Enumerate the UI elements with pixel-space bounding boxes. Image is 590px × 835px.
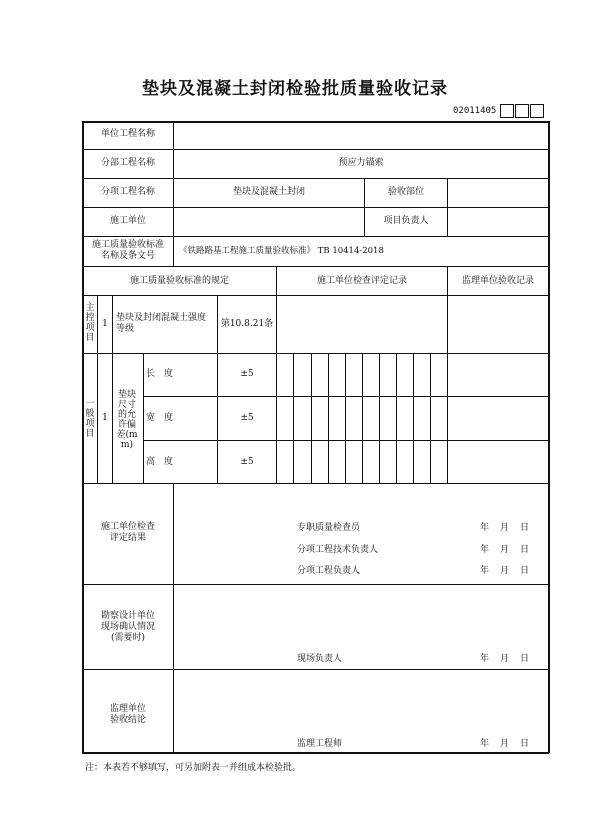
date-day: 日 [520, 566, 530, 576]
date-month: 月 [500, 739, 510, 749]
date-year: 年 [480, 545, 490, 555]
date-year: 年 [480, 566, 490, 576]
date-year: 年 [480, 654, 490, 664]
main-control-item-line2: 等级 [116, 324, 135, 334]
column-supervision: 监理单位验收记录 [461, 276, 534, 286]
column-check: 施工单位检查评定记录 [316, 276, 407, 286]
project-manager-label: 项目负责人 [383, 216, 429, 226]
row-width-name: 宽 度 [146, 413, 174, 423]
date-day: 日 [520, 739, 530, 749]
date-day: 日 [520, 545, 530, 555]
footnote: 注：本表若不够填写，可另加附表一并组成本检验批。 [85, 763, 302, 773]
survey-label-line2: 现场确认情况 [100, 622, 155, 632]
date-month: 月 [500, 545, 510, 555]
date-month: 月 [500, 523, 510, 533]
construction-result-label-line2: 评定结果 [109, 533, 146, 543]
standard-value[interactable]: 《铁路路基工程施工质量验收标准》 TB 10414-2018 [179, 246, 384, 256]
date-year: 年 [480, 523, 490, 533]
date-year: 年 [480, 739, 490, 749]
construction-unit-label: 施工单位 [109, 216, 146, 226]
main-control-label: 主控项目 [85, 303, 95, 343]
main-control-no: 1 [102, 319, 108, 329]
row-length-tolerance: ±5 [240, 369, 254, 379]
form-code-number: 02011405 [453, 106, 497, 116]
survey-label-line1: 勘察设计单位 [100, 611, 155, 621]
row-height-name: 高 度 [146, 457, 174, 467]
supervision-label-line1: 监理单位 [109, 704, 146, 714]
column-spec: 施工质量验收标准的规定 [129, 276, 229, 286]
signer-quality-inspector: 专职质量检查员 [297, 523, 361, 533]
acceptance-part-label: 验收部位 [387, 187, 424, 197]
division-label: 分部工程名称 [100, 158, 155, 168]
subdivision-label: 分项工程名称 [100, 187, 155, 197]
row-height-tolerance: ±5 [240, 457, 254, 467]
date-month: 月 [500, 654, 510, 664]
main-control-item-line1: 垫块及封闭混凝土强度 [116, 313, 207, 323]
signer-subproject-lead: 分项工程负责人 [297, 566, 361, 576]
standard-label-line1: 施工质量验收标准 [91, 240, 164, 250]
unit-project-label: 单位工程名称 [100, 129, 155, 139]
supervision-label-line2: 验收结论 [109, 715, 146, 725]
general-no: 1 [102, 413, 108, 423]
signer-technical-lead: 分项工程技术负责人 [297, 545, 379, 555]
main-control-clause: 第10.8.21条 [220, 319, 274, 329]
signer-supervision-engineer: 监理工程师 [297, 739, 343, 749]
survey-label-line3: (需要时) [110, 633, 146, 643]
row-length-name: 长 度 [146, 369, 174, 379]
general-label: 一般项目 [85, 399, 95, 439]
general-group-label: 垫块尺寸的允许偏差(mm) [116, 390, 138, 450]
date-month: 月 [500, 566, 510, 576]
division-value[interactable]: 预应力锚索 [338, 158, 384, 168]
date-day: 日 [520, 654, 530, 664]
date-day: 日 [520, 523, 530, 533]
construction-result-label-line1: 施工单位检查 [100, 522, 155, 532]
subdivision-value[interactable]: 垫块及混凝土封闭 [232, 187, 305, 197]
signer-site-lead: 现场负责人 [297, 654, 343, 664]
form-title: 垫块及混凝土封闭检验批质量验收记录 [142, 79, 448, 99]
standard-label-line2: 名称及条文号 [100, 251, 155, 261]
row-width-tolerance: ±5 [240, 413, 254, 423]
